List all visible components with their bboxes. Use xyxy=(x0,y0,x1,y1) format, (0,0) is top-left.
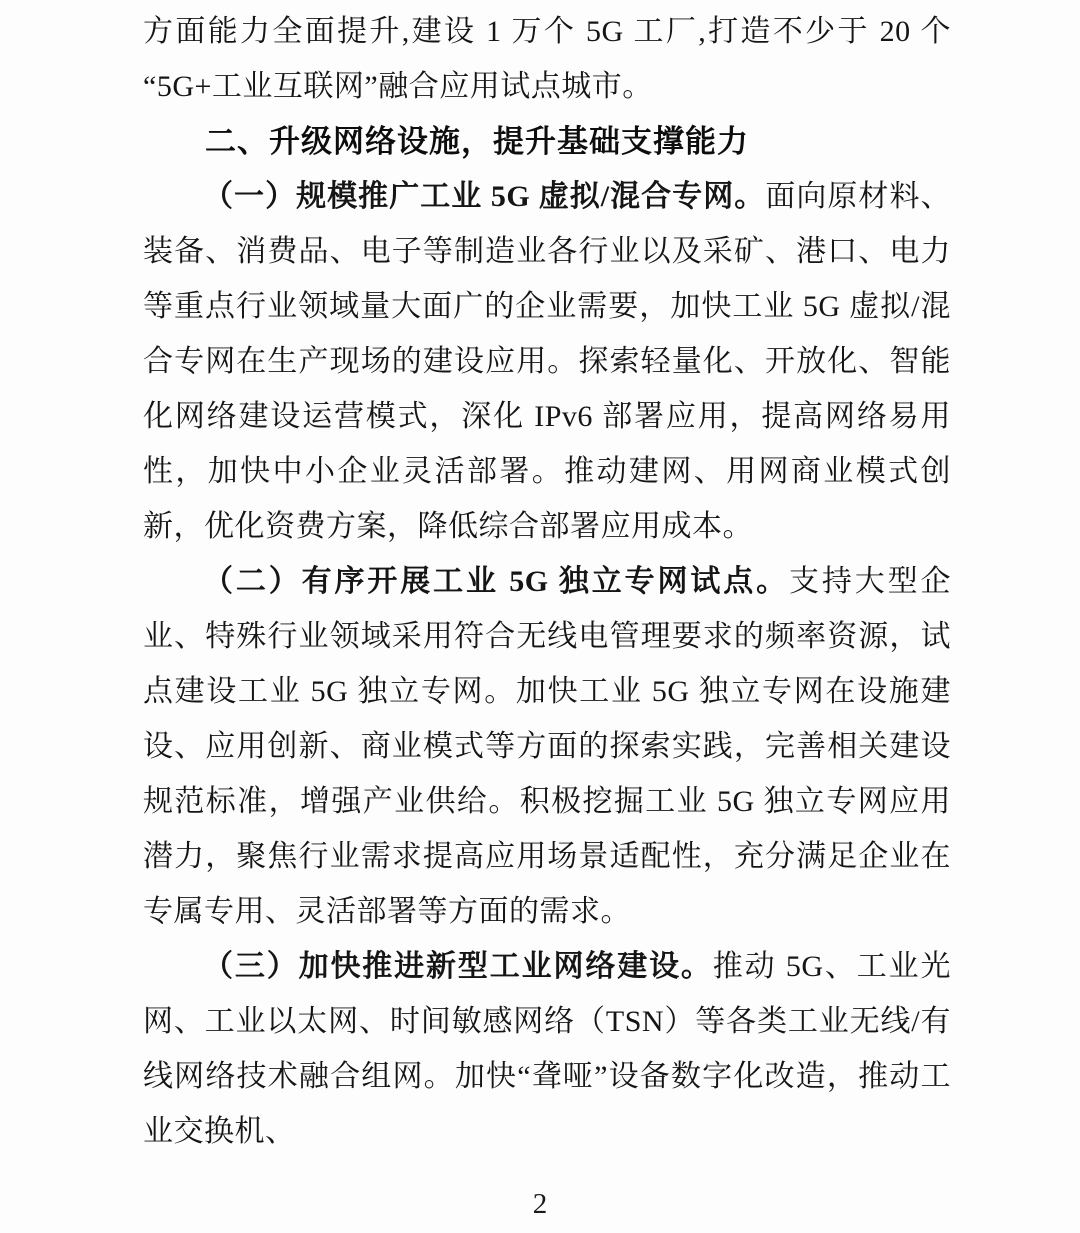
paragraph-item-1 xyxy=(143,169,951,554)
paragraph-3-body: 推动 5G、工业光网、工业以太网、时间敏感网络（TSN）等各类工业无线/有线网络技术融合组网。加快“聋哑”设备数字化改造，推动工业交换机、 xyxy=(143,950,951,1148)
paragraph-continuation: 方面能力全面提升,建设 1 万个 5G 工厂,打造不少于 20 个“5G+工业互联网”融合应用试点城市。 xyxy=(143,15,951,103)
paragraph-3-lead: （三）加快推进新型工业网络建设。 xyxy=(203,950,713,983)
paragraph-1-lead: （一）规模推广工业 5G 虚拟/混合专网。 xyxy=(203,180,766,213)
paragraph-2-body: 支持大型企业、特殊行业领域采用符合无线电管理要求的频率资源，试点建设工业 5G 独立专网。加快工业 5G 独立专网在设施建设、应用创新、商业模式等方面的探索实践，完善相关建设规范标准，增强产业供给。积极挖掘工业 5G 独立专网应用潜力，聚焦行业需求提高应用场景适配性，充分满足企业在专属专用、灵活部署等方面的需求。 xyxy=(143,565,951,928)
page-number: 2 xyxy=(532,1188,548,1220)
document-body xyxy=(143,4,951,1159)
paragraph-item-3 xyxy=(143,939,951,1159)
paragraph-1-body: 面向原材料、装备、消费品、电子等制造业各行业以及采矿、港口、电力等重点行业领域量大面广的企业需要，加快工业 5G 虚拟/混合专网在生产现场的建设应用。探索轻量化、开放化、智能化网络建设运营模式，深化 IPv6 部署应用，提高网络易用性，加快中小企业灵活部署。推动建网、用网商业模式创新，优化资费方案，降低综合部署应用成本。 xyxy=(143,180,952,543)
section-heading: 二、升级网络设施，提升基础支撑能力 xyxy=(205,124,749,159)
paragraph-item-2 xyxy=(143,554,951,939)
paragraph-2-lead: （二）有序开展工业 5G 独立专网试点。 xyxy=(203,565,790,598)
